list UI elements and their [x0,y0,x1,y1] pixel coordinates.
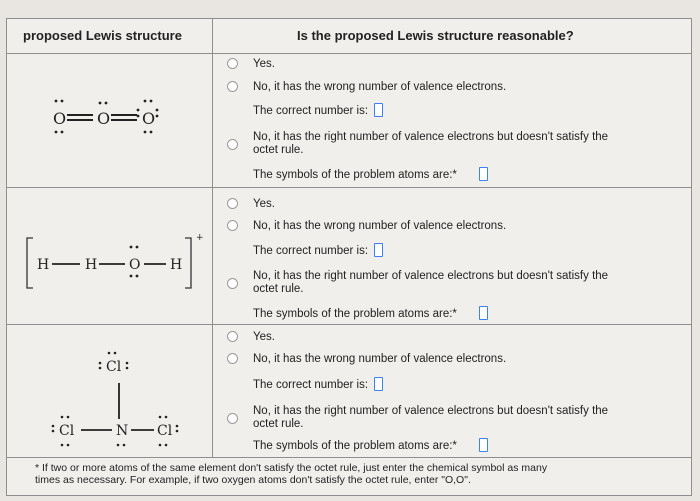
structure-3-drawing [7,325,212,457]
s3-atom-right-cl: Cl [157,423,173,439]
q3-problem-atoms-label: The symbols of the problem atoms are:* [253,440,457,452]
s2-atom-h3: H [170,257,183,273]
q2-octet-radio[interactable] [227,278,238,289]
q1-octet-line1: No, it has the right number of valence electrons but doesn't satisfy the [253,131,609,143]
s2-atom-h2: H [85,257,98,273]
lewis-structure-table [6,18,692,496]
q2-octet-line1: No, it has the right number of valence electrons but doesn't satisfy the [253,270,609,282]
q1-octet-radio[interactable] [227,139,238,150]
q2-correct-number-input[interactable] [374,243,383,257]
footnote-line2: times as necessary. For example, if two oxygen atoms don't satisfy the octet rule, enter "O,O". [35,474,471,486]
s2-brackets [27,238,191,288]
q3-wrong-count-radio[interactable] [227,353,238,364]
question-row-3 [7,325,691,457]
q2-wrong-count-radio[interactable] [227,220,238,231]
structure-1-drawing [7,53,212,187]
s3-atom-n: N [116,423,129,439]
s2-charge: + [196,233,204,243]
header-proposed-structure: proposed Lewis structure [23,28,182,43]
q2-wrong-count-label: No, it has the wrong number of valence electrons. [253,220,507,232]
structure-3 [7,325,212,457]
q2-correct-number-row [253,243,383,257]
q2-octet-line2: octet rule. [253,283,304,295]
q3-octet-line2: octet rule. [253,418,304,430]
question-row-2 [7,188,691,325]
q1-correct-number-row [253,103,383,117]
q3-correct-number-row [253,377,383,391]
question-row-1 [7,53,691,188]
s1-atom-1: O [53,109,67,128]
structure-2 [7,188,212,324]
q1-problem-atoms-label: The symbols of the problem atoms are:* [253,169,457,181]
answer-options-1 [213,53,691,187]
q1-correct-number-input[interactable] [374,103,383,117]
q1-problem-atoms-input[interactable] [479,167,488,181]
q2-problem-atoms-row [253,306,488,320]
s2-atom-h1: H [37,257,50,273]
q3-yes-label: Yes. [253,331,275,343]
s2-atom-o: O [129,257,141,273]
q3-octet-label [253,405,673,431]
q3-octet-radio[interactable] [227,413,238,424]
q1-yes-radio[interactable] [227,58,238,69]
s1-atom-3: O [142,109,156,128]
q1-octet-line2: octet rule. [253,144,304,156]
table-header [7,19,691,54]
header-reasonable-question: Is the proposed Lewis structure reasonable? [297,28,574,43]
q1-wrong-count-radio[interactable] [227,81,238,92]
q1-problem-atoms-row [253,167,488,181]
s3-atom-left-cl: Cl [59,423,75,439]
q2-correct-number-label: The correct number is: [253,245,369,257]
footnote [7,457,691,498]
q1-octet-label [253,131,673,157]
answer-options-2 [213,188,691,324]
q3-correct-number-input[interactable] [374,377,383,391]
q3-problem-atoms-input[interactable] [479,438,488,452]
structure-1 [7,53,212,187]
q2-problem-atoms-input[interactable] [479,306,488,320]
structure-2-drawing [7,188,212,324]
q2-octet-label [253,270,673,296]
q3-yes-radio[interactable] [227,331,238,342]
q2-yes-label: Yes. [253,198,275,210]
s1-atom-2: O [97,109,111,128]
s3-atom-top-cl: Cl [106,359,122,375]
q3-problem-atoms-row [253,438,488,452]
q3-wrong-count-label: No, it has the wrong number of valence electrons. [253,353,507,365]
footnote-line1: * If two or more atoms of the same element don't satisfy the octet rule, just enter the chemical symbol as many [35,462,548,474]
q2-yes-radio[interactable] [227,198,238,209]
q3-octet-line1: No, it has the right number of valence electrons but doesn't satisfy the [253,405,609,417]
q1-yes-label: Yes. [253,58,275,70]
q3-correct-number-label: The correct number is: [253,379,369,391]
footnote-text [35,462,675,486]
q2-problem-atoms-label: The symbols of the problem atoms are:* [253,308,457,320]
q1-correct-number-label: The correct number is: [253,105,369,117]
answer-options-3 [213,325,691,457]
q1-wrong-count-label: No, it has the wrong number of valence electrons. [253,81,507,93]
